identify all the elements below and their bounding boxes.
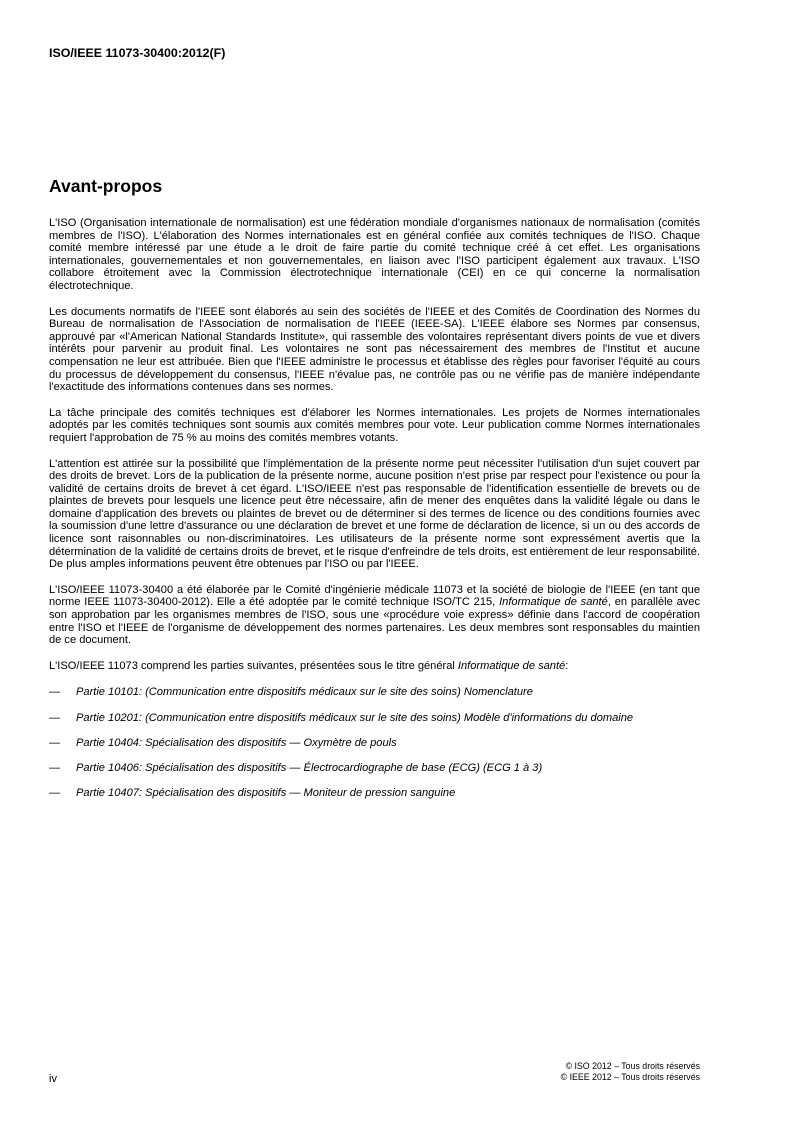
document-id: ISO/IEEE 11073-30400:2012(F): [49, 46, 226, 60]
list-item: [49, 737, 700, 750]
copyright-iso: © ISO 2012 – Tous droits réservés: [565, 1061, 700, 1071]
foreword-body: [49, 217, 700, 812]
copyright-block: [561, 1061, 700, 1083]
parts-intro-text-2: :: [565, 659, 569, 672]
paragraph-adoption: [49, 584, 700, 647]
paragraph-adoption-italic: Informatique de santé: [499, 596, 608, 609]
list-dash: —: [49, 736, 61, 749]
page-title: Avant-propos: [49, 176, 163, 196]
list-dash: —: [49, 686, 61, 699]
list-item: [49, 787, 700, 800]
list-item: [49, 712, 700, 725]
paragraph-adoption-text-1: L'ISO/IEEE 11073-30400 a été élaborée par le Comité d'ingénierie médicale 11073 et la société de biologie de l'IEEE (en tant que norme IEEE 11073-30400-2012). Elle a été adoptée par le comité technique ISO/TC 215,: [49, 583, 700, 609]
parts-list: [49, 686, 700, 799]
list-item-text: Partie 10404: Spécialisation des dispositifs — Oxymètre de pouls: [76, 736, 397, 749]
list-item-text: Partie 10101: (Communication entre dispositifs médicaux sur le site des soins) Nomenclature: [76, 686, 533, 699]
list-item: [49, 762, 700, 775]
paragraph-patent-notice: L'attention est attirée sur la possibilité que l'implémentation de la présente norme peut nécessiter l'utilisation d'un sujet couvert par des droits de brevet. Lors de la publication de la présente norme, aucune position n'est prise par respect pour l'existence ou pour la validité de certains droits de brevet à cet égard. L'ISO/IEEE n'est pas responsable de l'identification essentielle de brevets ou de plaintes de brevets pour lesquels une licence peut être nécessaire, afin de mener des enquêtes dans la validité légale ou dans le domaine d'application des brevets ou plaintes de brevet ou de déterminer si des termes de licence ou des conditions fournies avec la soumission d'une lettre d'assurance ou une déclaration de brevet et une forme de déclaration de licence, si un ou des accords de licence sont raisonnables ou non-discriminatoires. Les utilisateurs de la présente norme sont expressément avertis que la détermination de la validité de certains droits de brevet, et le risque d'enfreindre de tels droits, est entièrement de leur responsabilité. De plus amples informations peuvent être obtenues par l'ISO ou par l'IEEE.: [49, 457, 700, 571]
list-item-text: Partie 10201: (Communication entre dispositifs médicaux sur le site des soins) Modèle d'informations du domaine: [76, 711, 634, 724]
paragraph-ieee-docs: Les documents normatifs de l'IEEE sont élaborés au sein des sociétés de l'IEEE et des Comités de Coordination des Normes du Bureau de normalisation de l'Association de normalisation de l'IEEE (IEEE-SA). L'IEEE élabore ses Normes par consensus, approuvé par «l'American National Standards Institute», qui rassemble des volontaires représentant divers points de vue et divers intérêts pour parvenir au produit final. Les volontaires ne sont pas nécessairement des membres de l'Institut et aucune compensation ne leur est attribuée. Bien que l'IEEE administre le processus et établisse des règles pour favoriser l'équité au cours du processus de développement du consensus, l'IEEE n'évalue pas, ne contrôle pas ou ne vérifie pas de manière indépendante l'exactitude des informations contenues dans ses normes.: [49, 305, 700, 394]
list-dash: —: [49, 761, 61, 774]
paragraph-adoption-text-2: , en parallèle avec son approbation par les organismes membres de l'ISO, sous une «procédure voie express» définie dans l'accord de coopération entre l'ISO et l'IEEE de l'organisme de développement des normes partenaires. Les deux membres sont responsables du maintien de ce document.: [49, 596, 701, 647]
paragraph-technical-committees: La tâche principale des comités techniques est d'élaborer les Normes internationales. Les projets de Normes internationales adoptés par les comités techniques sont soumis aux comités membres pour vote. Leur publication comme Normes internationales requiert l'approbation de 75 % au moins des comités membres votants.: [49, 406, 700, 444]
page-number: iv: [49, 1073, 57, 1085]
list-item-text: Partie 10407: Spécialisation des dispositifs — Moniteur de pression sanguine: [76, 787, 456, 800]
paragraph-iso-intro: L'ISO (Organisation internationale de normalisation) est une fédération mondiale d'organismes nationaux de normalisation (comités membres de l'ISO). L'élaboration des Normes internationales est en général confiée aux comités techniques de l'ISO. Chaque comité membre intéressé par une étude a le droit de faire partie du comité technique créé à cet effet. Les organisations internationales, gouvernementales et non gouvernementales, en liaison avec l'ISO participent également aux travaux. L'ISO collabore étroitement avec la Commission électrotechnique internationale (CEI) en ce qui concerne la normalisation électrotechnique.: [49, 217, 700, 292]
list-item-text: Partie 10406: Spécialisation des dispositifs — Électrocardiographe de base (ECG) (ECG 1 à 3): [76, 761, 543, 774]
list-dash: —: [49, 787, 61, 800]
parts-intro-text-1: L'ISO/IEEE 11073 comprend les parties suivantes, présentées sous le titre général: [49, 659, 458, 672]
list-item: [49, 686, 700, 699]
parts-intro-italic: Informatique de santé: [457, 659, 566, 672]
paragraph-parts-intro: [49, 660, 700, 673]
copyright-ieee: © IEEE 2012 – Tous droits réservés: [560, 1072, 700, 1082]
list-dash: —: [49, 711, 61, 724]
